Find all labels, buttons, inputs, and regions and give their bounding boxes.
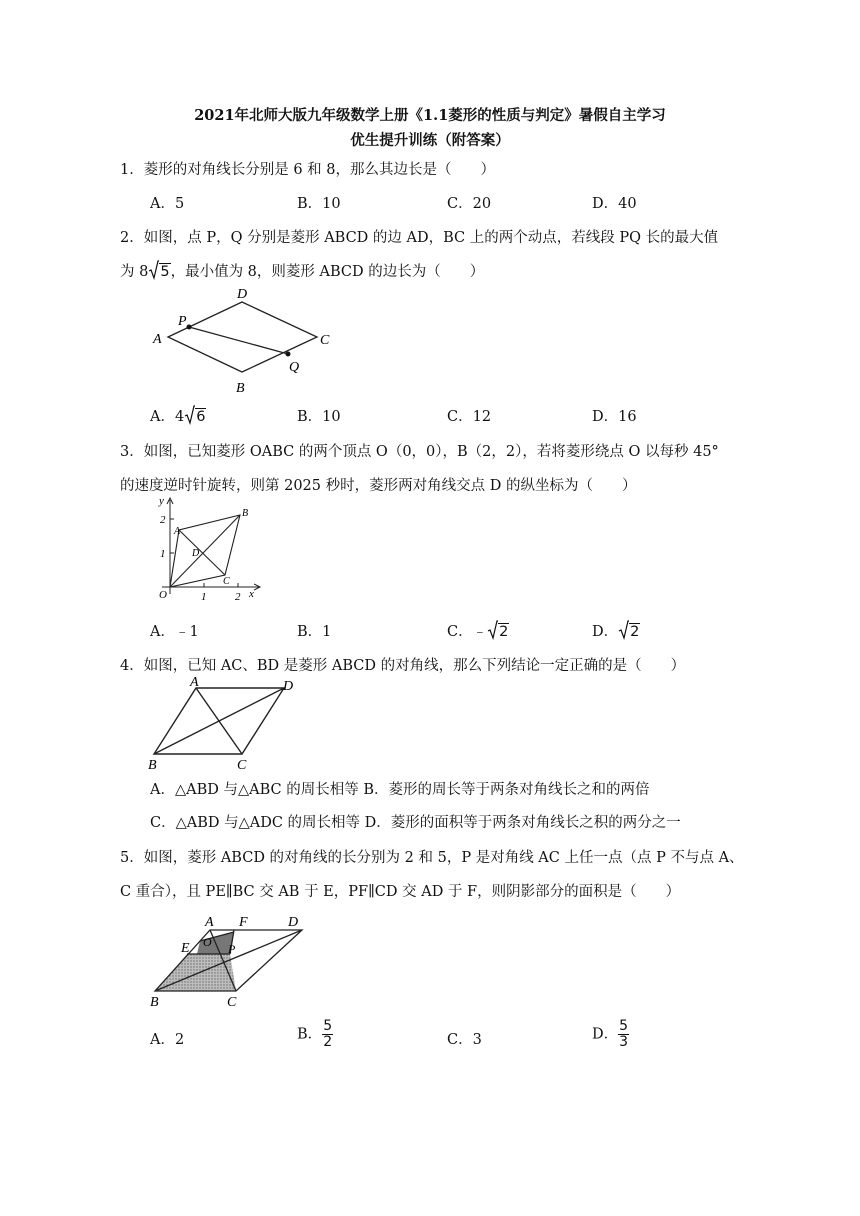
q5-option-d-denominator: 3 — [619, 1034, 629, 1050]
q3-option-d-text: D． — [592, 624, 619, 640]
q5-label-f: F — [239, 915, 248, 930]
q1-option-b: B．10 — [297, 196, 341, 212]
q5-option-d-numerator: 5 — [619, 1018, 629, 1034]
q3-label-c: C — [223, 576, 230, 587]
q3-label-x: x — [249, 588, 254, 600]
question-3-stem-line1: 3．如图，已知菱形 OABC 的两个顶点 O（0，0），B（2，2），若将菱形绕点 O 以每秒 45° — [120, 444, 719, 460]
q5-option-a: A．2 — [150, 1032, 185, 1048]
q2-label-q: Q — [289, 360, 300, 375]
q2-option-b: B．10 — [297, 409, 341, 425]
q2-figure-rhombus — [148, 282, 348, 400]
q2-stem-pre: 为 8 — [120, 264, 149, 280]
sqrt-symbol — [148, 260, 170, 280]
q2-option-c: C．12 — [447, 409, 492, 425]
q1-option-c: C．20 — [447, 196, 492, 212]
q2-option-d: D．16 — [592, 409, 637, 425]
fraction — [322, 1019, 333, 1050]
q3-label-b: B — [242, 508, 249, 519]
fraction — [618, 1019, 629, 1050]
q5-label-p: P — [228, 942, 236, 956]
q5-figure-shaded-rhombus — [148, 906, 318, 1012]
q3-option-c-text: C．﹣ — [447, 624, 488, 640]
q5-option-b — [297, 1019, 333, 1050]
question-5-stem-line1: 5．如图，菱形 ABCD 的对角线的长分别为 2 和 5，P 是对角线 AC 上任一点（点 P 不与点 A、 — [120, 850, 744, 866]
q5-option-b-denominator: 2 — [323, 1034, 333, 1050]
q5-option-b-text: B． — [297, 1026, 323, 1043]
q3-option-d-radicand: 2 — [630, 624, 640, 640]
question-4-stem: 4．如图，已知 AC、BD 是菱形 ABCD 的对角线，那么下列结论一定正确的是（ ） — [120, 658, 686, 674]
q4-label-c: C — [237, 758, 247, 772]
q5-label-o: O — [203, 935, 212, 949]
document-title: 2021年北师大版九年级数学上册《1.1菱形的性质与判定》暑假自主学习 — [194, 107, 666, 124]
q2-label-c: C — [320, 333, 330, 348]
q2-label-b: B — [236, 381, 245, 396]
q3-figure-coordinate-rhombus — [148, 494, 268, 606]
q2-option-a-radicand: 6 — [196, 409, 206, 425]
q5-option-d — [592, 1019, 629, 1050]
q5-label-b: B — [150, 995, 159, 1010]
q3-option-a: A．﹣1 — [150, 624, 199, 640]
q2-option-a — [150, 405, 206, 426]
q5-label-c: C — [227, 995, 237, 1010]
q4-label-b: B — [148, 758, 157, 772]
q5-option-b-numerator: 5 — [323, 1018, 333, 1034]
q4-options-line1: A．△ABD 与△ABC 的周长相等 B．菱形的周长等于两条对角线长之和的两倍 — [150, 782, 650, 798]
q3-option-c — [447, 620, 509, 641]
question-1-stem: 1．菱形的对角线长分别是 6 和 8，那么其边长是（ ） — [120, 162, 496, 178]
q3-option-c-radicand: 2 — [499, 624, 509, 640]
q2-stem-post: ，最小值为 8，则菱形 ABCD 的边长为（ ） — [170, 264, 485, 280]
q3-label-a: A — [174, 526, 181, 537]
sqrt-symbol — [184, 405, 206, 425]
q5-option-c: C．3 — [447, 1032, 482, 1048]
question-3-stem-line2: 的速度逆时针旋转，则第 2025 秒时，菱形两对角线交点 D 的纵坐标为（ ） — [120, 478, 637, 494]
q2-label-a: A — [153, 332, 162, 347]
q2-label-d: D — [237, 287, 248, 302]
q4-label-d: D — [283, 679, 294, 694]
q5-label-d: D — [288, 915, 299, 930]
q4-figure-rhombus — [146, 674, 306, 772]
q2-label-p: P — [178, 314, 187, 329]
q3-option-b: B．1 — [297, 624, 332, 640]
q2-option-a-text: A．4 — [150, 409, 185, 425]
sqrt-symbol — [487, 620, 509, 640]
q3-label-o: O — [159, 589, 167, 601]
question-2-stem-line1: 2．如图，点 P，Q 分别是菱形 ABCD 的边 AD，BC 上的两个动点，若线段 PQ 长的最大值 — [120, 230, 719, 246]
q3-label-d: D — [192, 548, 200, 559]
q2-radicand: 5 — [160, 264, 170, 280]
document-subtitle: 优生提升训练（附答案） — [350, 132, 510, 149]
sqrt-symbol — [618, 620, 640, 640]
q1-option-a: A．5 — [150, 196, 185, 212]
question-5-stem-line2: C 重合），且 PE∥BC 交 AB 于 E，PF∥CD 交 AD 于 F，则阴影部分的面积是（ ） — [120, 884, 681, 900]
q4-options-line2: C．△ABD 与△ADC 的周长相等 D．菱形的面积等于两条对角线长之积的两分之一 — [150, 815, 681, 831]
q3-tick-x1: 1 — [201, 591, 207, 603]
q5-option-d-text: D． — [592, 1026, 619, 1043]
q3-tick-y1: 1 — [160, 548, 166, 560]
question-2-stem-line2 — [120, 260, 740, 281]
q3-label-y: y — [159, 495, 164, 507]
q5-label-e: E — [181, 941, 190, 956]
q3-option-d — [592, 620, 640, 641]
q1-option-d: D．40 — [592, 196, 637, 212]
q5-label-a: A — [205, 915, 214, 930]
q4-label-a: A — [190, 675, 199, 690]
q3-tick-x2: 2 — [235, 591, 241, 603]
q3-tick-y2: 2 — [160, 514, 166, 526]
